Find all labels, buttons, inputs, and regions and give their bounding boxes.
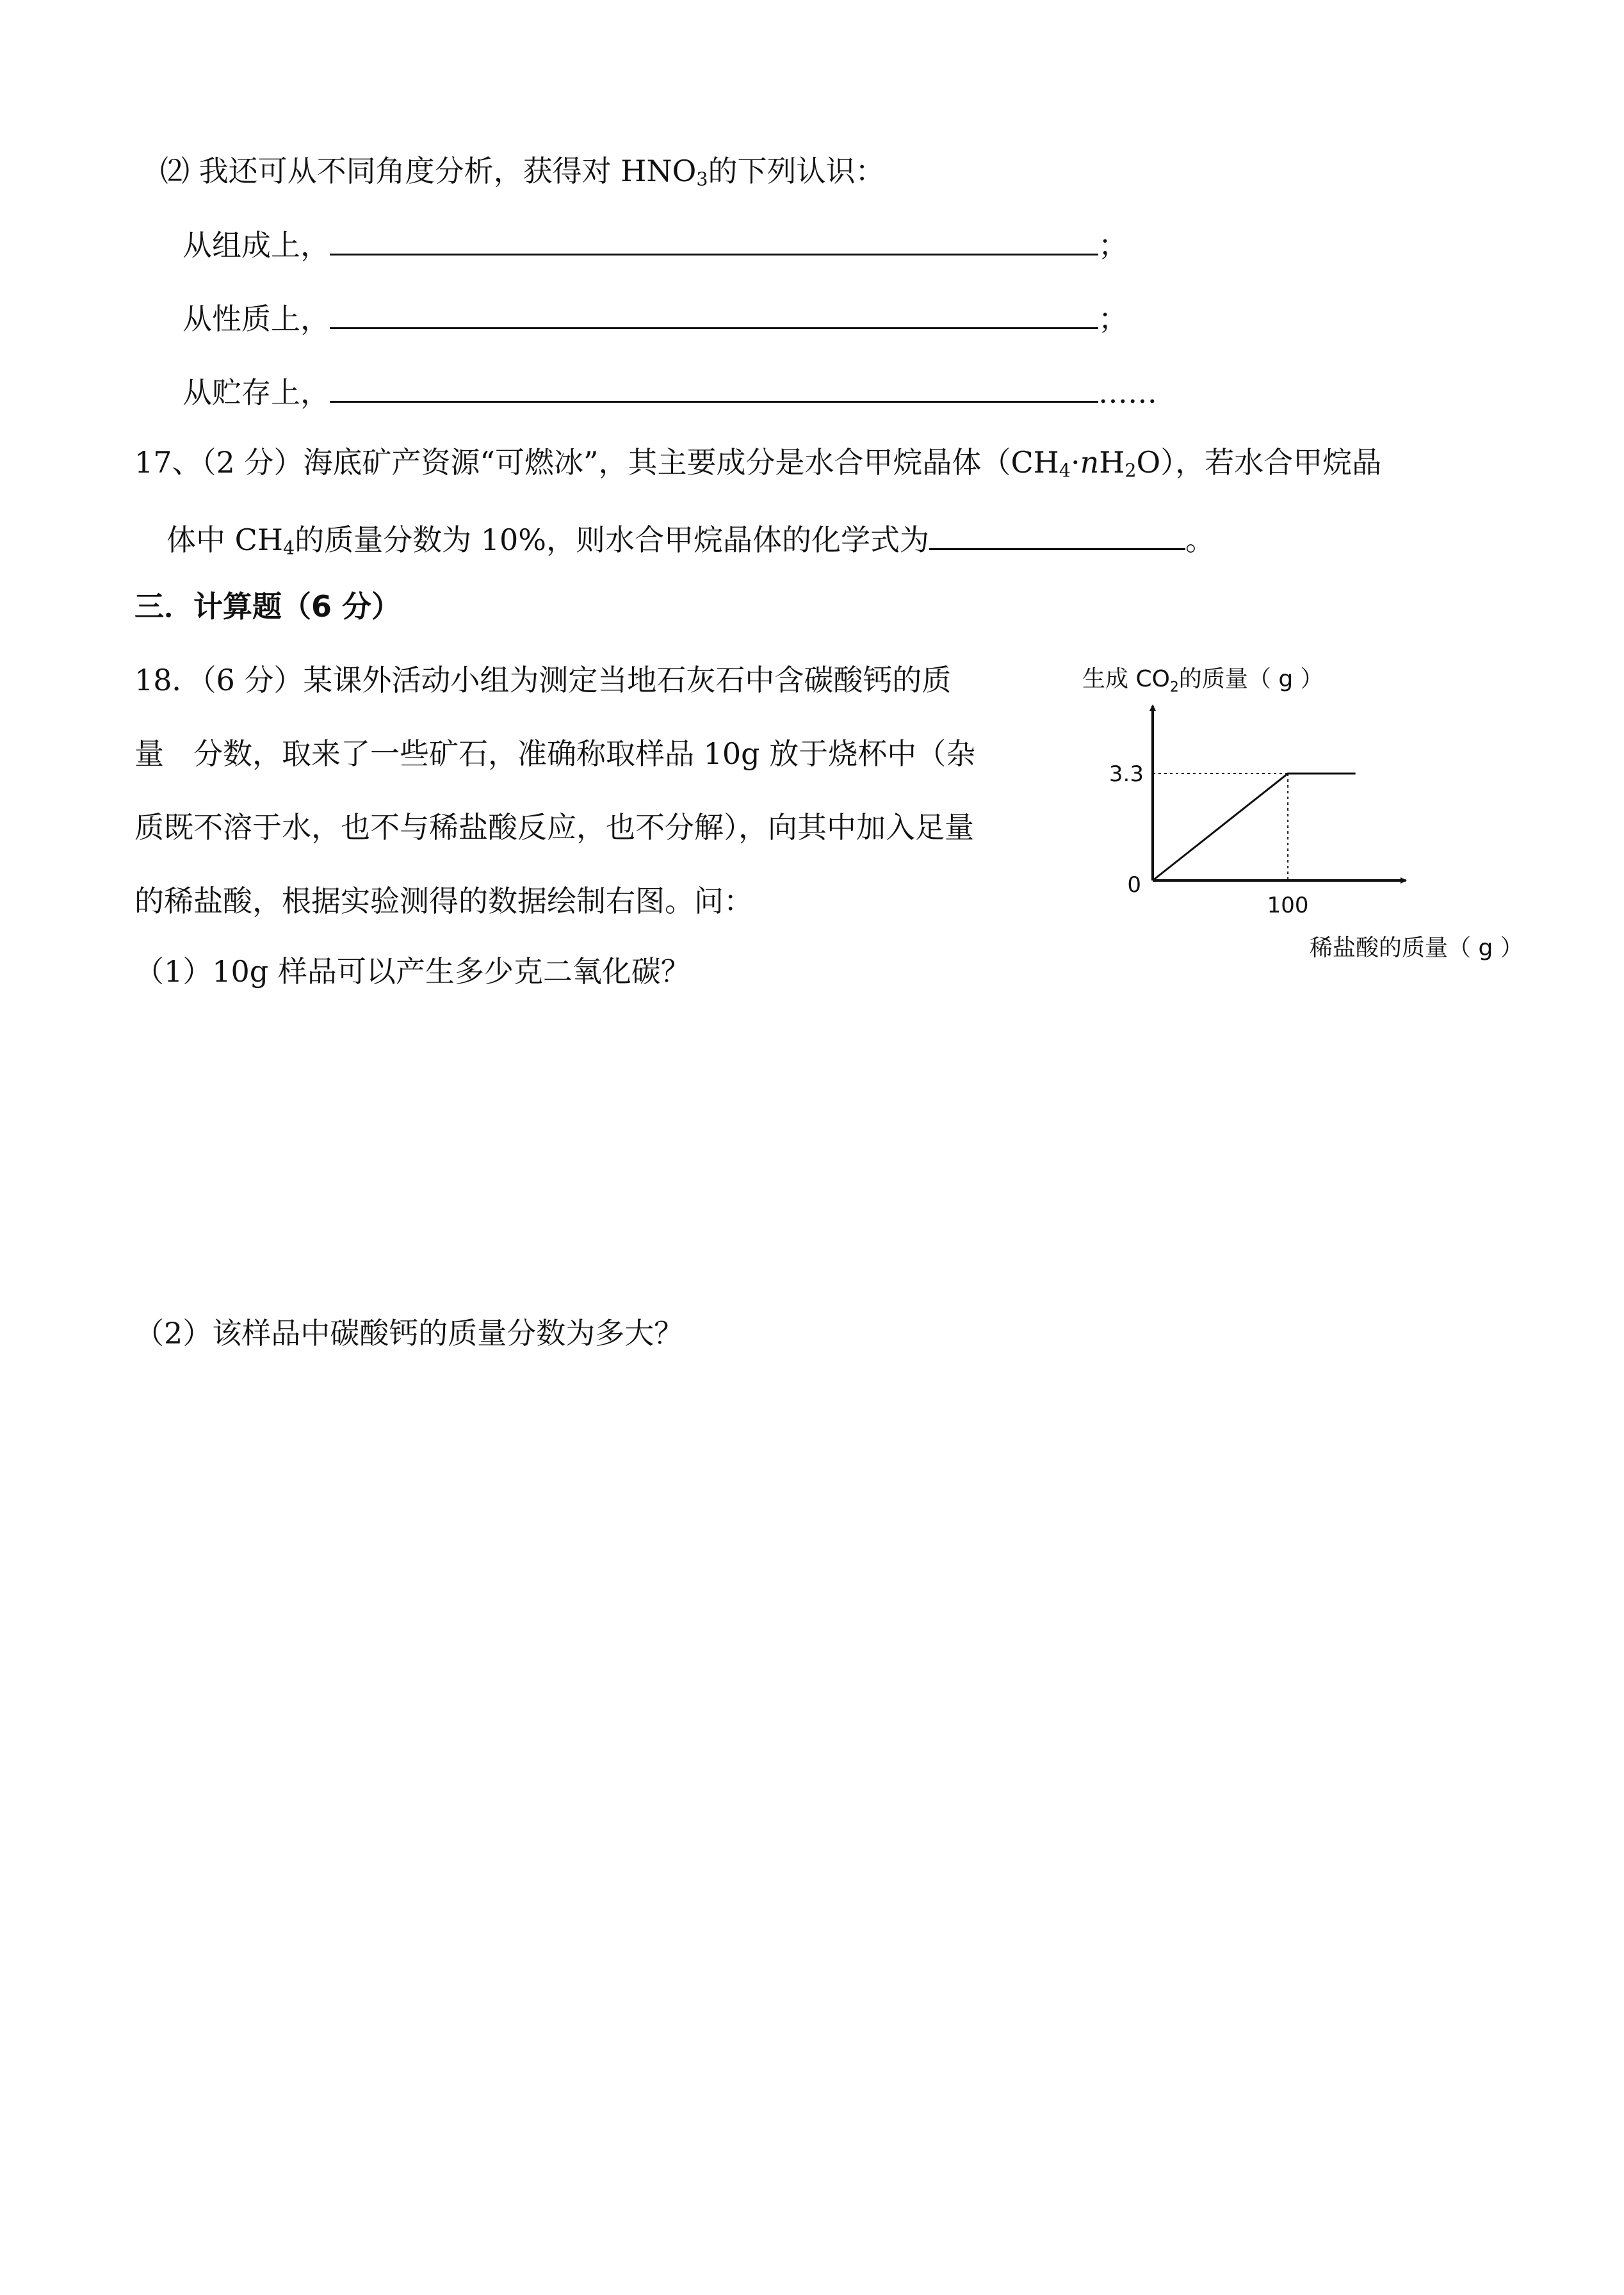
chart-y-axis-label: 生成 $CO_2$的质量（ g ） <box>1082 666 1324 695</box>
chart-series-line <box>1153 774 1356 880</box>
chart-origin-label: 0 <box>1127 872 1141 898</box>
answer-blank[interactable] <box>330 224 1098 255</box>
answer-blank[interactable] <box>330 298 1098 329</box>
chart-x-axis-label: 稀盐酸的质量（ g ） <box>1310 935 1523 961</box>
answer-blank[interactable] <box>929 519 1185 550</box>
chart-y-tick-label: 3.3 <box>1108 761 1144 788</box>
q18-line2: 量 分数，取来了一些矿石，准确称取样品 10g 放于烧杯中（杂 <box>134 736 976 771</box>
q16-part2-intro: ⑵ 我还可从不同角度分析，获得对 $HNO_3$的下列认识： <box>160 154 885 190</box>
q16-item-composition: 从组成上， ； <box>183 224 1128 263</box>
q18-line4: 的稀盐酸，根据实验测得的数据绘制右图。问： <box>134 884 753 918</box>
chart-x-tick-label: 100 <box>1267 893 1309 918</box>
q18-sub-question-1: （1）10g 样品可以产生多少克二氧化碳？ <box>134 954 690 989</box>
answer-blank[interactable] <box>330 371 1098 403</box>
section-heading: 三．计算题（6 分） <box>134 589 402 624</box>
q17-line1: 17、（2 分）海底矿产资源“可燃冰”，其主要成分是水合甲烷晶体$(CH_4\cdot nH_2O)$，若水合甲烷晶 <box>134 445 1382 482</box>
q18-line1: 18．（6 分）某课外活动小组为测定当地石灰石中含碳酸钙的质 <box>134 663 952 697</box>
q16-item-property: 从性质上， ； <box>183 298 1128 337</box>
q17-line2: 体中 $CH_4$的质量分数为 10%，则水合甲烷晶体的化学式为 。 <box>166 519 1215 558</box>
q18-line3: 质既不溶于水，也不与稀盐酸反应，也不分解），向其中加入足量 <box>134 810 974 845</box>
co2-mass-chart <box>1082 660 1569 967</box>
q16-item-storage: 从贮存上， …… <box>183 371 1157 410</box>
q18-sub-question-2: （2）该样品中碳酸钙的质量分数为多大？ <box>134 1316 684 1350</box>
